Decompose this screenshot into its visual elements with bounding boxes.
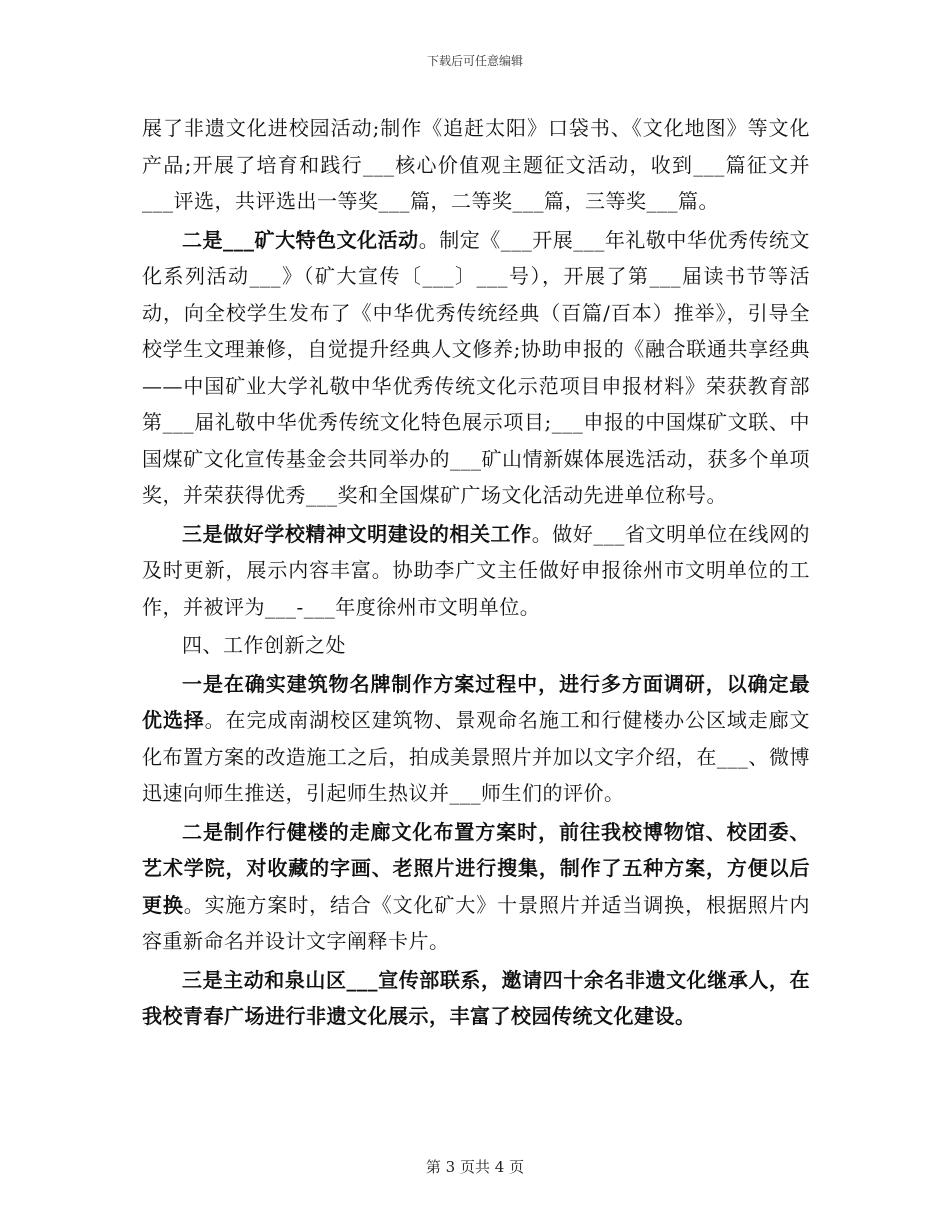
paragraph-text: 。制定《___开展___年礼敬中华优秀传统文化系列活动___》（矿大宣传〔___〕___号），开展了第___届读书节等活动，向全校学生发布了《中华优秀传统经典（百篇/百本）推举》，引导全校学生文理兼修，自觉提升经典人文修养;协助申报的《融合联通共享经典——中国矿业大学礼敬中华优秀传统文化示范项目申报材料》荣获教育部第___届礼敬中华优秀传统文化特色展示项目;___申报的中国煤矿文联、中国煤矿文化宣传基金会共同举办的___矿山情新媒体展选活动，获多个单项奖，并荣获得优秀___奖和全国煤矿广场文化活动先进单位称号。 bbox=[142, 227, 811, 507]
paragraph-text: 。在完成南湖校区建筑物、景观命名施工和行健楼办公区域走廊文化布置方案的改造施工之后，拍成美景照片并加以文字介绍，在___、微博迅速向师生推送，引起师生热议并___师生们的评价。 bbox=[142, 708, 811, 805]
paragraph-text: 。做好___省文明单位在线网的及时更新，展示内容丰富。协助李广文主任做好申报徐州市文明单位的工作，并被评为___-___年度徐州市文明单位。 bbox=[142, 521, 811, 619]
paragraph-lead: 一是在确实建筑物名牌制作方案过程中，进行多方面调研，以确定最优选择 bbox=[142, 671, 810, 732]
paragraph-lead: 二是___矿大特色文化活动 bbox=[182, 227, 419, 252]
paragraph-text: 展了非遗文化进校园活动;制作《追赶太阳》口袋书、《文化地图》等文化产品;开展了培育和践行___核心价值观主题征文活动，收到___篇征文并___评选，共评选出一等奖___篇，二等奖___篇，三等奖___篇。 bbox=[142, 116, 810, 213]
paragraph-lead: 二是制作行健楼的走廊文化布置方案时，前往我校博物馆、校团委、艺术学院，对收藏的字画、老照片进行搜集，制作了五种方案，方便以后更换 bbox=[142, 819, 810, 917]
paragraph-innovation-1 bbox=[142, 666, 810, 812]
paragraph-item-3 bbox=[142, 516, 810, 626]
paragraph-innovation-2 bbox=[142, 814, 810, 960]
paragraph-innovation-3 bbox=[142, 962, 810, 1035]
paragraph-lead: 三是做好学校精神文明建设的相关工作 bbox=[182, 521, 532, 546]
section-heading-text: 四、工作创新之处 bbox=[182, 633, 346, 657]
page-header: 下载后可任意编辑 bbox=[426, 54, 523, 68]
document-body bbox=[142, 110, 810, 1035]
paragraph-continuation bbox=[142, 110, 810, 220]
paragraph-text: 。实施方案时，结合《文化矿大》十景照片并适当调换，根据照片内容重新命名并设计文字阐释卡片。 bbox=[142, 892, 811, 953]
page-footer: 第 3 页共 4 页 bbox=[425, 1158, 525, 1176]
section-heading bbox=[142, 627, 810, 664]
paragraph-item-2 bbox=[142, 222, 810, 514]
paragraph-lead: 三是主动和泉山区___宣传部联系，邀请四十余名非遗文化继承人，在我校青春广场进行非遗文化展示，丰富了校园传统文化建设。 bbox=[142, 967, 810, 1028]
